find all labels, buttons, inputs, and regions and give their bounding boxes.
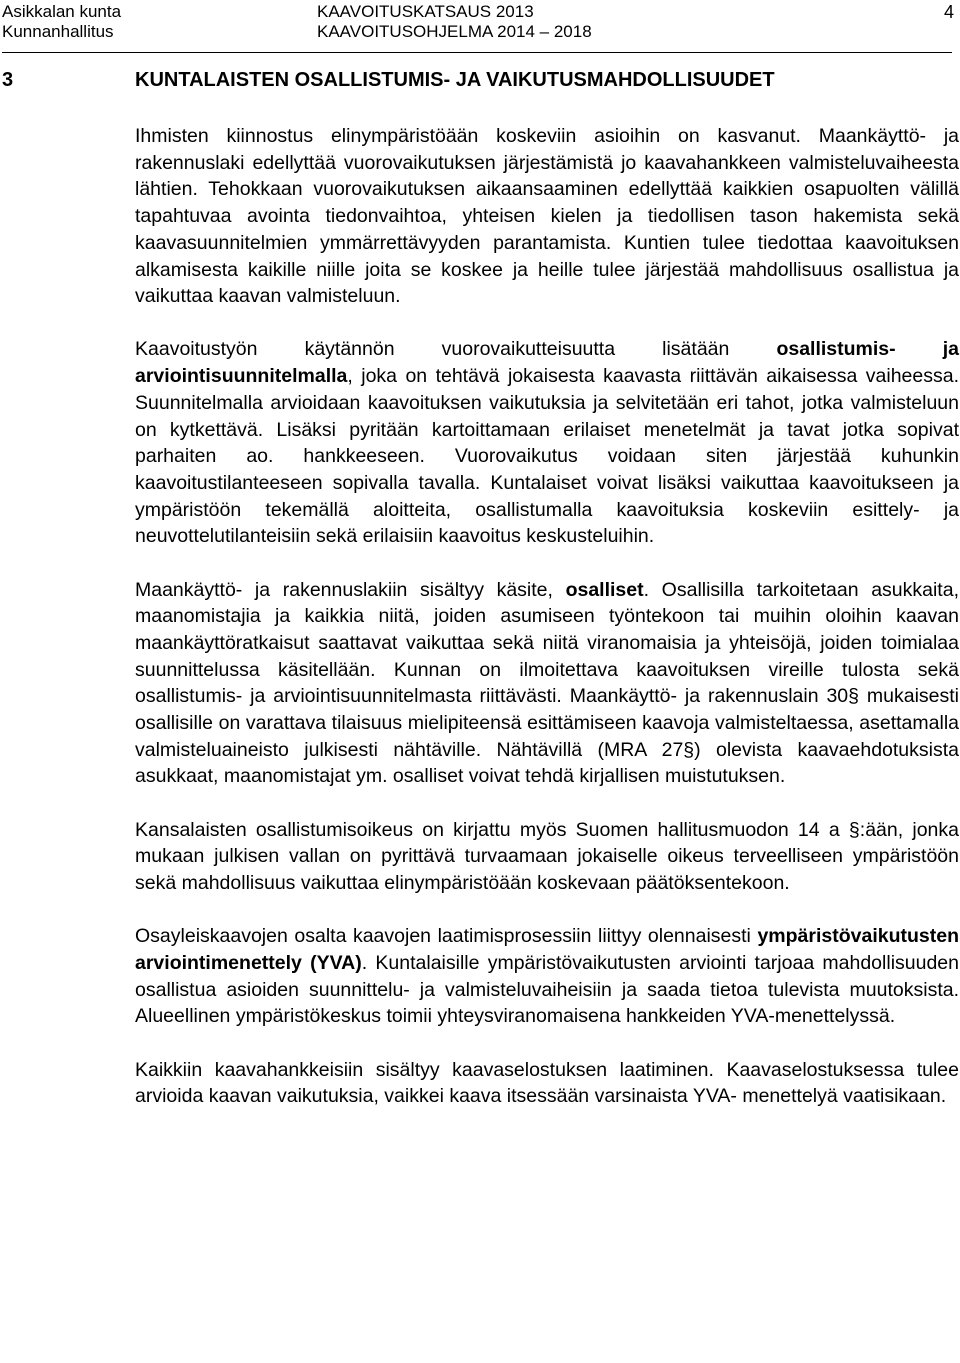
- paragraph-text: . Osallisilla tarkoitetaan asukkaita, maanomistajia ja kaikkia niitä, joiden asumiseen työntekoon tai muihin oloihin kaavan maankäyttöratkaisut saattavat vaikuttaa sekä niitä viranomaisia ja yhteisöjä, joiden toimialaa suunnittelussa käsitellään. Kunnan on ilmoitettava kaavoituksen vireille tulosta sekä osallistumis- ja arviointisuunnitelmasta riittävästi. Maankäyttö- ja rakennuslain 30§ mukaisesti osallisille on varattava tilaisuus mielipiteensä esittämiseen kaavoja valmisteltaessa, asettamalla valmisteluaineisto julkisesti nähtäville. Nähtävillä (MRA 27§) olevista kaavaehdotuksista asukkaat, maanomistajat ym. osalliset voivat tehdä kirjallisen muistutuksen.: [135, 578, 959, 788]
- paragraph-stakeholders: [135, 577, 959, 791]
- paragraph-constitution: [135, 817, 959, 897]
- bold-term: osalliset: [565, 578, 644, 601]
- header-municipality: Asikkalan kunta: [2, 2, 122, 21]
- page-header: [0, 0, 960, 58]
- paragraph-participation-interest: [135, 123, 959, 310]
- section-title: KUNTALAISTEN OSALLISTUMIS- JA VAIKUTUSMAHDOLLISUUDET: [135, 69, 775, 91]
- paragraph-environmental-assessment: [135, 923, 959, 1030]
- header-divider: [2, 52, 952, 53]
- paragraph-text: , joka on tehtävä jokaisesta kaavasta riittävän aikaisessa vaiheessa. Suunnitelmalla arvioidaan kaavoituksen vaikutuksia ja selvitetään eri tahot, jotka valmisteluun on kytkettävä. Lisäksi pyritään kartoittamaan erilaiset menetelmät ja tavat jotka sopivat parhaiten ao. hankkeeseen. Vuorovaikutus voidaan siten järjestää kuhunkin kaavoitustilanteeseen sopivalla tavalla. Kuntalaiset voivat lisäksi vaikuttaa kaavoitukseen ja ympäristöön tekemällä aloitteita, osallistumalla kaavoituksia koskeviin esittely- ja neuvottelutilanteisiin sekä erilaisiin kaavoitus keskusteluihin.: [135, 365, 959, 548]
- paragraph-text: Maankäyttö- ja rakennuslakiin sisältyy käsite,: [135, 578, 566, 601]
- header-organ: Kunnanhallitus: [2, 22, 114, 41]
- paragraph-text: . Kuntalaisille ympäristövaikutusten arviointi tarjoaa mahdollisuuden osallistua asioiden suunnittelu- ja valmisteluvaiheisiin ja saada tietoa tulevista muutoksista. Alueellinen ympäristökeskus toimii yhteysviranomaisena hankkeiden YVA-menettelyssä.: [135, 951, 959, 1028]
- header-document-title: KAAVOITUSKATSAUS 2013: [317, 2, 534, 21]
- paragraph-text: Ihmisten kiinnostus elinympäristöään koskeviin asioihin on kasvanut. Maankäyttö- ja rakennuslaki edellyttää vuorovaikutuksen järjestämistä jo kaavahankkeen valmisteluvaiheesta lähtien. Tehokkaan vuorovaikutuksen aikaansaaminen edellyttää kaikkien osapuolten välillä tapahtuvaa avointa tiedonvaihtoa, yhteisen kielen ja tiedollisen tason hakemista sekä kaavasuunnitelmien ymmärrettävyyden parantamista. Kuntien tulee tiedottaa kaavoituksen alkamisesta kaikille niille joita se koskee ja heille tulee järjestää mahdollisuus osallistua ja vaikuttaa kaavan valmisteluun.: [135, 125, 959, 308]
- bold-term: ympäristövaikutusten arviointimenettely (YVA): [135, 925, 959, 974]
- paragraph-text: Osayleiskaavojen osalta kaavojen laatimisprosessiin liittyy olennaisesti: [135, 925, 758, 948]
- body-text: [135, 123, 959, 1137]
- section-number: 3: [2, 69, 14, 91]
- paragraph-participation-plan: [135, 336, 959, 550]
- paragraph-plan-description: [135, 1057, 959, 1110]
- bold-term: osallistumis- ja arviointisuunnitelmalla: [135, 338, 959, 388]
- header-document-subtitle: KAAVOITUSOHJELMA 2014 – 2018: [317, 22, 592, 41]
- paragraph-text: Kaavoitustyön käytännön vuorovaikutteisuutta lisätään: [135, 338, 777, 361]
- paragraph-text: Kansalaisten osallistumisoikeus on kirjattu myös Suomen hallitusmuodon 14 a §:ään, jonka mukaan julkisen vallan on pyrittävä turvaamaan jokaiselle oikeus terveelliseen ympäristöön sekä mahdollisuus vaikuttaa elinympäristöään koskevaan päätöksentekoon.: [135, 818, 959, 895]
- page-number: 4: [943, 2, 954, 22]
- paragraph-text: Kaikkiin kaavahankkeisiin sisältyy kaavaselostuksen laatiminen. Kaavaselostuksessa tulee arvioida kaavan vaikutuksia, vaikkei kaava itsessään varsinaista YVA- menettelyä vaatisikaan.: [135, 1058, 959, 1108]
- section-heading: [2, 64, 958, 96]
